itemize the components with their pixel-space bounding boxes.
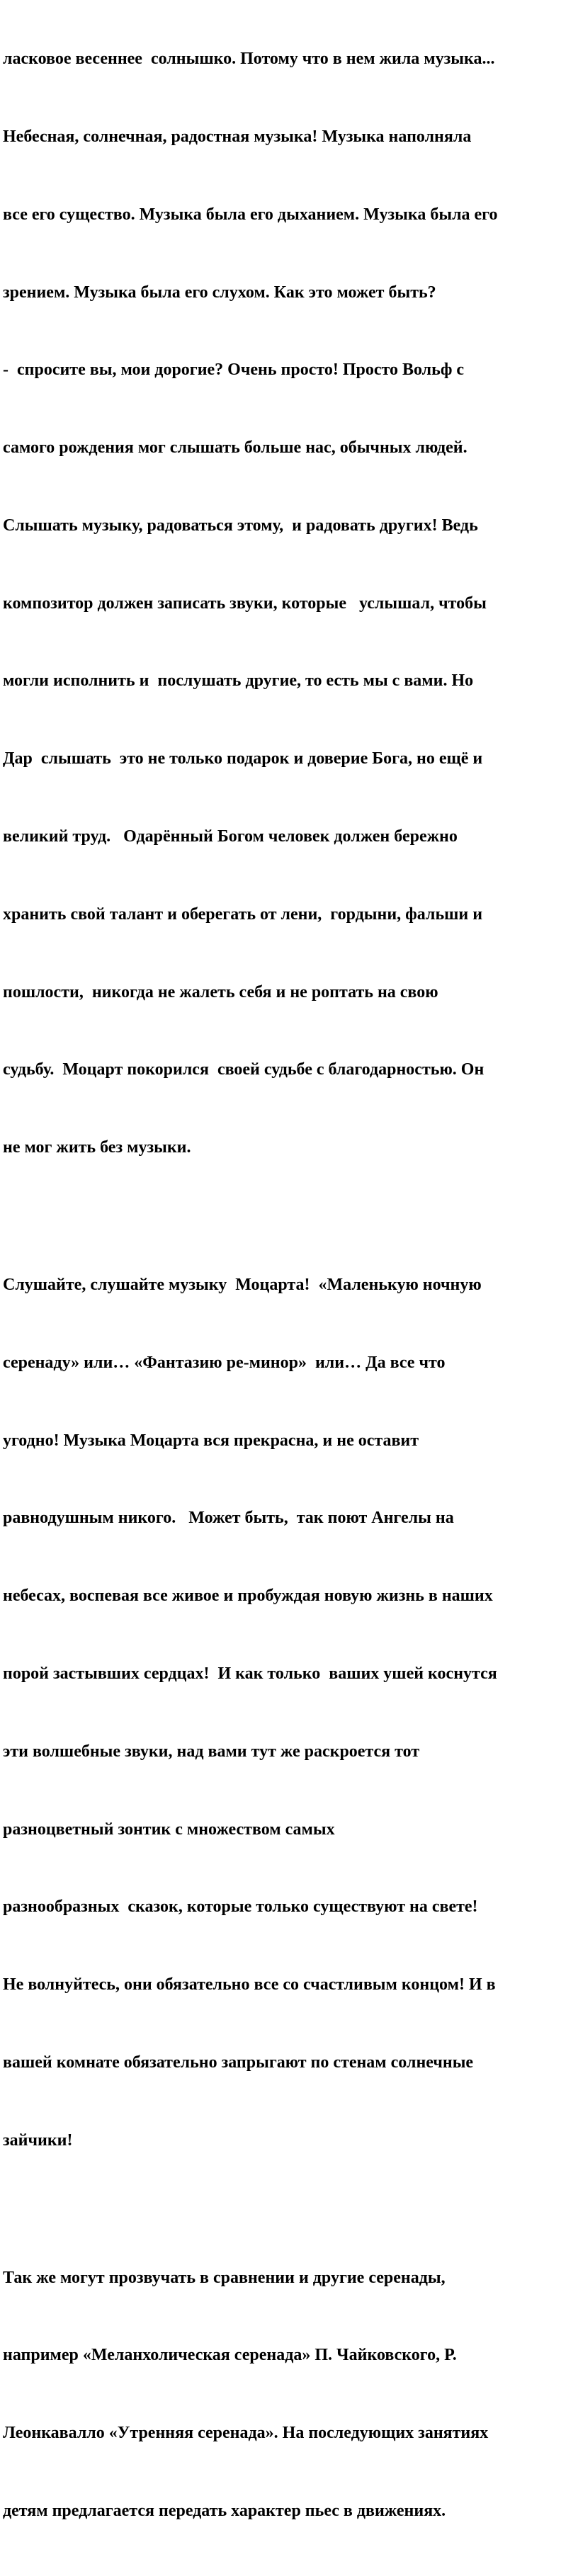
text-line: Слышать музыку, радоваться этому, и радовать других! Ведь bbox=[3, 516, 478, 535]
text-line: композитор должен записать звуки, которые услышал, чтобы bbox=[3, 594, 487, 613]
paragraph-listen-to-mozart bbox=[3, 1220, 578, 2206]
text-line: угодно! Музыка Моцарта вся прекрасна, и не оставит bbox=[3, 1431, 419, 1450]
document-page bbox=[3, 0, 578, 2576]
text-line: серенаду» или… «Фантазию ре-минор» или… Да все что bbox=[3, 1353, 446, 1372]
text-line: великий труд. Одарённый Богом человек должен бережно bbox=[3, 827, 458, 846]
text-line: пошлости, никогда не жалеть себя и не роптать на свою bbox=[3, 982, 438, 1002]
text-line: зрением. Музыка была его слухом. Как это может быть? bbox=[3, 283, 436, 302]
text-line: порой застывших сердцах! И как только ваших ушей коснутся bbox=[3, 1664, 497, 1683]
text-line: хранить свой талант и оберегать от лени, гордыни, фальши и bbox=[3, 904, 483, 924]
text-line: равнодушным никого. Может быть, так поют Ангелы на bbox=[3, 1509, 454, 1528]
paragraph-mozart-music-life bbox=[3, 0, 578, 1213]
text-line: вашей комнате обязательно запрыгают по стенам солнечные bbox=[3, 2053, 474, 2072]
text-line: судьбу. Моцарт покорился своей судьбе с благодарностью. Он bbox=[3, 1060, 484, 1079]
text-line: самого рождения мог слышать больше нас, обычных людей. bbox=[3, 438, 468, 458]
text-line: например «Меланхолическая серенада» П. Чайковского, Р. bbox=[3, 2346, 457, 2365]
text-line: разнообразных сказок, которые только существуют на свете! bbox=[3, 1897, 478, 1917]
text-line: Так же могут прозвучать в сравнении и другие серенады, bbox=[3, 2268, 446, 2287]
text-line: Не волнуйтесь, они обязательно все со счастливым концом! И в bbox=[3, 1975, 496, 1995]
text-line: все его существо. Музыка была его дыханием. Музыка была его bbox=[3, 205, 498, 224]
text-line: Леонкавалло «Утренняя серенада». На последующих занятиях bbox=[3, 2424, 489, 2443]
text-line: - спросите вы, мои дорогие? Очень просто! Просто Вольф с bbox=[3, 361, 465, 380]
text-line: Небесная, солнечная, радостная музыка! Музыка наполняла bbox=[3, 127, 472, 146]
text-line: разноцветный зонтик с множеством самых bbox=[3, 1820, 335, 1839]
text-line: Слушайте, слушайте музыку Моцарта! «Маленькую ночную bbox=[3, 1276, 482, 1295]
text-line: Дар слышать это не только подарок и доверие Бога, но ещё и bbox=[3, 749, 483, 768]
text-line: не мог жить без музыки. bbox=[3, 1138, 191, 1157]
text-line: зайчики! bbox=[3, 2130, 73, 2150]
text-line: могли исполнить и послушать другие, то есть мы с вами. Но bbox=[3, 671, 474, 691]
text-line: небесах, воспевая все живое и пробуждая новую жизнь в наших bbox=[3, 1587, 493, 1606]
text-line: детям предлагается передать характер пьес в движениях. bbox=[3, 2502, 446, 2520]
text-line: эти волшебные звуки, над вами тут же раскроется тот bbox=[3, 1742, 420, 1761]
paragraph-other-serenades bbox=[3, 2213, 578, 2575]
text-line: ласковое весеннее солнышко. Потому что в нем жила музыка... bbox=[3, 50, 495, 69]
